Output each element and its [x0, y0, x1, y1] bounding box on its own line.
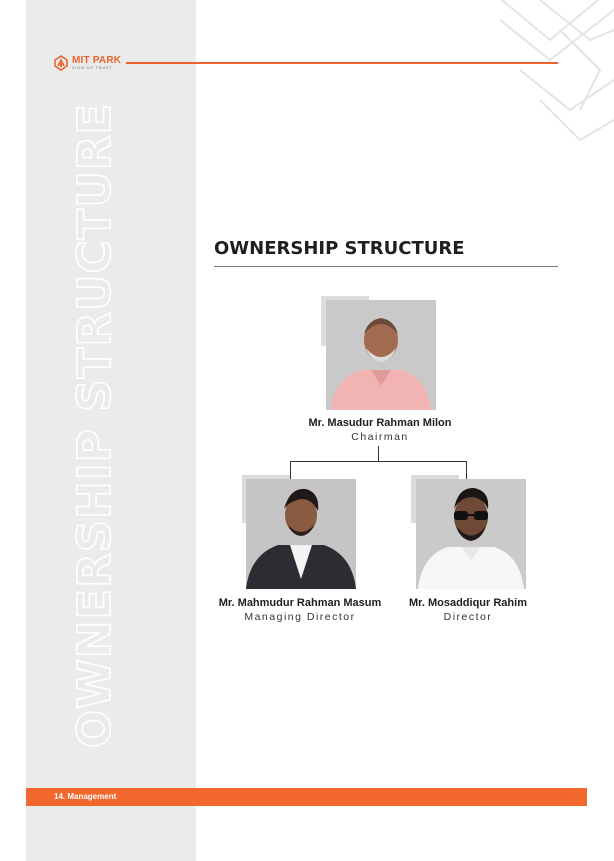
director-role: Director: [443, 611, 493, 623]
brand-name: MIT PARK: [72, 54, 122, 66]
chairman-role: Chairman: [351, 431, 409, 443]
md-photo: [246, 479, 356, 589]
chairman-person-photo-icon: [326, 300, 436, 410]
connector-horizontal: [290, 461, 467, 462]
director-photo: [416, 479, 526, 589]
vertical-title-text: OWNERSHIP STRUCTURE: [68, 102, 122, 748]
logo-mark-icon: [53, 55, 69, 71]
section-title: OWNERSHIP STRUCTURE: [214, 238, 465, 259]
director-person-photo-icon: [416, 479, 526, 589]
corner-watermark-icon: [480, 0, 614, 150]
md-role: Managing Director: [244, 611, 356, 623]
connector-stem: [378, 446, 379, 461]
footer-bar: [26, 788, 587, 806]
md-name: Mr. Mahmudur Rahman Masum: [218, 597, 382, 609]
footer-label: 14. Management: [54, 792, 117, 801]
vertical-title: [60, 100, 130, 750]
director-name: Mr. Mosaddiqur Rahim: [409, 597, 527, 609]
brand-tagline: SIGN OF TRUST: [72, 65, 113, 70]
md-person-photo-icon: [246, 479, 356, 589]
connector-right: [466, 461, 467, 479]
connector-left: [290, 461, 291, 479]
chairman-name: Mr. Masudur Rahman Milon: [308, 417, 452, 429]
brand-logo: [53, 54, 121, 72]
chairman-photo: [326, 300, 436, 410]
title-underline: [214, 266, 558, 267]
